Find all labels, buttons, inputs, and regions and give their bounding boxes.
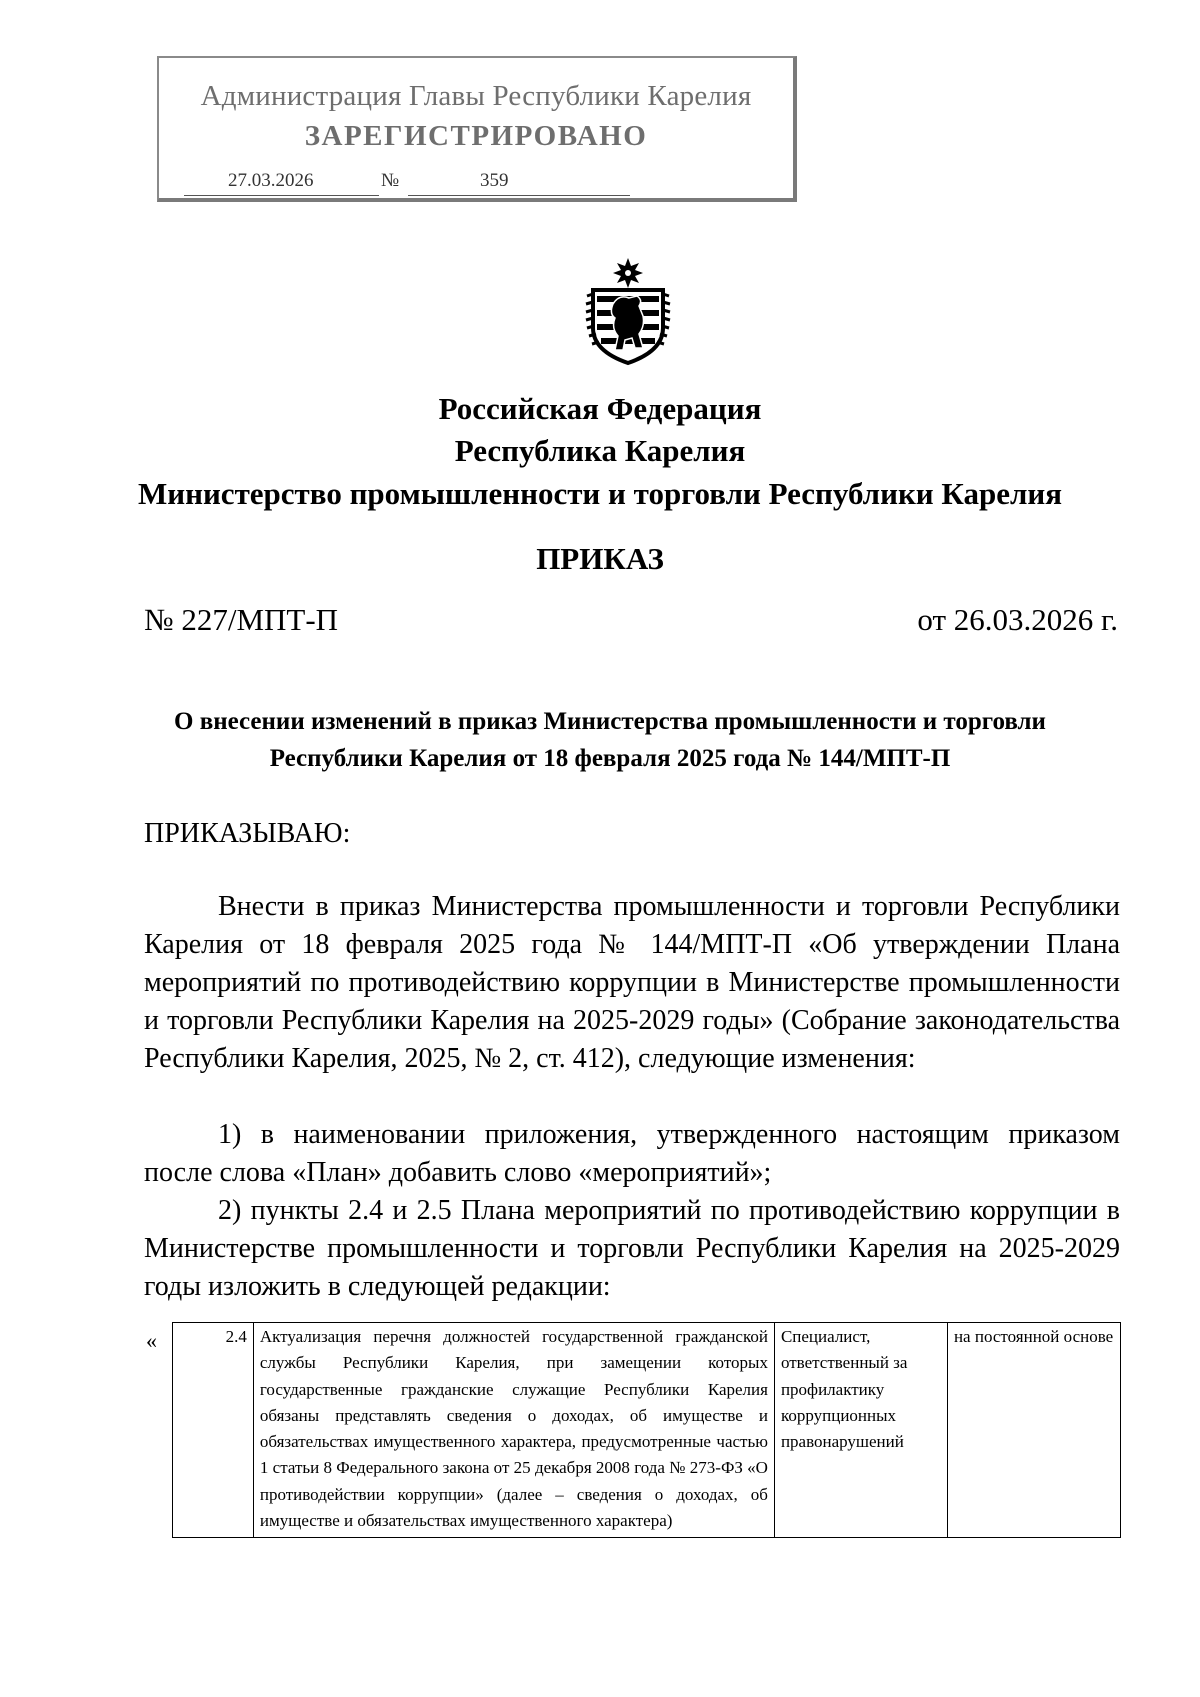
order-word: ПРИКАЗЫВАЮ: — [144, 818, 351, 849]
row-term: на постоянной основе — [947, 1323, 1120, 1538]
header-country: Российская Федерация — [438, 391, 762, 426]
stamp-organization: Администрация Главы Республики Карелия — [200, 80, 752, 112]
plan-table — [172, 1322, 1121, 1538]
document-type: ПРИКАЗ — [536, 541, 664, 576]
row-measure: Актуализация перечня должностей государственной гражданской службы Республики Карелия, при замещении которых государственные гражданские служащие Республики Карелия обязаны представлять сведения о доходах, об имуществе и обязательствах имущественного характера, предусмотренные частью 1 статьи 8 Федерального закона от 25 декабря 2008 года № 273-ФЗ «О противодействии коррупции» (далее – сведения о доходах, об имуществе и обязательствах имущественного характера) — [253, 1323, 774, 1538]
karelia-coat-of-arms-icon — [583, 256, 673, 366]
paragraph-item-1: 1) в наименовании приложения, утвержденного настоящим приказом после слова «План» добавить слово «мероприятий»; — [144, 1119, 1120, 1188]
stamp-date: 27.03.2026 — [228, 170, 314, 191]
order-date: от 26.03.2026 г. — [917, 602, 1118, 637]
paragraph-main: Внести в приказ Министерства промышленности и торговли Республики Карелия от 18 февраля 2025 года № 144/МПТ-П «Об утверждении Плана мероприятий по противодействию коррупции в Министерстве промышленности и торговли Республики Карелия на 2025-2029 годы» (Собрание законодательства Республики Карелия, 2025, № 2, ст. 412), следующие изменения: — [144, 891, 1120, 1074]
header-republic: Республика Карелия — [454, 433, 746, 468]
registration-stamp — [157, 56, 797, 202]
table-row — [173, 1323, 1121, 1538]
row-responsible: Специалист, ответственный за профилактику коррупционных правонарушений — [774, 1323, 947, 1538]
row-number: 2.4 — [173, 1323, 254, 1538]
header-ministry: Министерство промышленности и торговли Республики Карелия — [137, 476, 1063, 511]
stamp-status: ЗАРЕГИСТРИРОВАНО — [304, 120, 648, 152]
order-number: № 227/МПТ-П — [144, 602, 339, 637]
open-quote: « — [146, 1328, 157, 1353]
paragraph-item-2: 2) пункты 2.4 и 2.5 Плана мероприятий по противодействию коррупции в Министерстве промышленности и торговли Республики Карелия на 2025-2029 годы изложить в следующей редакции: — [144, 1195, 1120, 1302]
stamp-registration-line — [184, 170, 769, 206]
stamp-number: 359 — [480, 170, 509, 191]
document-title: О внесении изменений в приказ Министерства промышленности и торговли Республики Карелия от 18 февраля 2025 года № 144/МПТ-П — [174, 708, 1046, 772]
stamp-number-sign: № — [381, 170, 400, 191]
